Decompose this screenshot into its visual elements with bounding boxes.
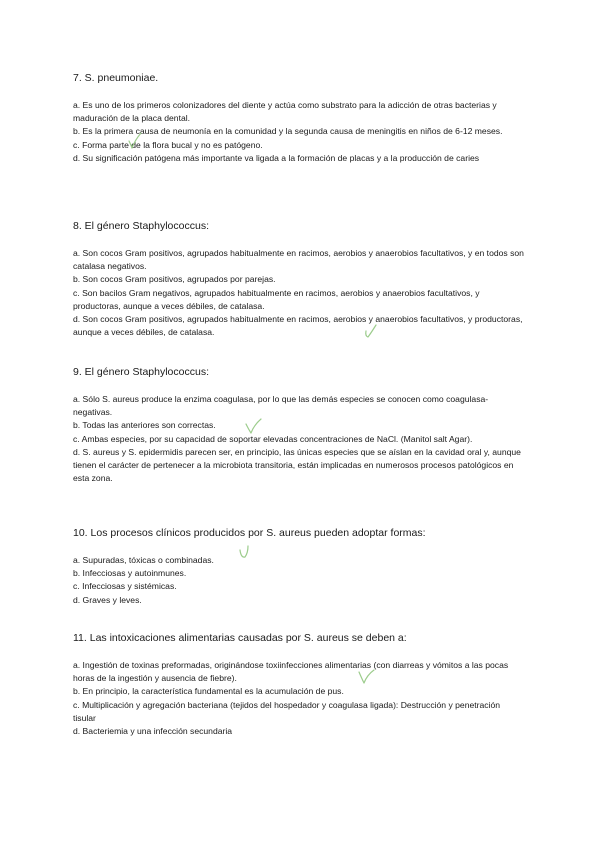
question-8-option-a: a. Son cocos Gram positivos, agrupados habitualmente en racimos, aerobios y anaerobios facultativos, y en todos son catalasa negativos.: [73, 248, 524, 272]
check-mark-icon: [357, 668, 375, 686]
question-7-option-b: b. Es la primera causa de neumonía en la comunidad y la segunda causa de meningitis en niños de 6-12 meses.: [73, 126, 503, 137]
question-8: [73, 220, 525, 339]
question-8-option-d: d. Son cocos Gram positivos, agrupados habitualmente en racimos, aerobios y anaerobios facultativos, y productoras, aunque a veces débiles, de catalasa.: [73, 314, 523, 338]
question-8-option-b: b. Son cocos Gram positivos, agrupados por parejas.: [73, 274, 276, 285]
check-mark-icon: [126, 132, 144, 150]
question-7-title: 7. S. pneumoniae.: [73, 72, 159, 84]
question-9-option-a: a. Sólo S. aureus produce la enzima coagulasa, por lo que las demás especies se conocen como coagulasa-negativas.: [73, 394, 489, 418]
question-9-option-c: c. Ambas especies, por su capacidad de soportar elevadas concentraciones de NaCl. (Manitol salt Agar).: [73, 433, 473, 444]
question-10-option-b: b. Infecciosas y autoinmunes.: [73, 568, 187, 579]
question-11-title: 11. Las intoxicaciones alimentarias causadas por S. aureus se deben a:: [73, 632, 407, 644]
check-mark-icon: [244, 418, 262, 436]
check-mark-icon: [362, 323, 380, 341]
question-11-option-d: d. Bacteriemia y una infección secundaria: [73, 726, 233, 737]
question-8-title: 8. El género Staphylococcus:: [73, 220, 209, 232]
question-7-option-a: a. Es uno de los primeros colonizadores del diente y actúa como substrato para la adicción de otras bacterias y maduración de la placa dental.: [73, 100, 497, 124]
question-7-option-d: d. Su significación patógena más importante va ligada a la formación de placas y a la producción de caries: [73, 152, 480, 163]
question-8-option-c: c. Son bacilos Gram negativos, agrupados habitualmente en racimos, aerobios y anaerobios facultativos, y productoras, aunque a veces débiles, de catalasa.: [73, 287, 480, 311]
question-11-option-a: a. Ingestión de toxinas preformadas, originándose toxiinfecciones alimentarias (con diarreas y vómitos a las pocas horas de la ingestión y ausencia de fiebre).: [73, 660, 509, 684]
question-10-option-d: d. Graves y leves.: [73, 594, 142, 605]
question-9-title: 9. El género Staphylococcus:: [73, 366, 209, 378]
question-10: [73, 527, 525, 607]
question-7-option-c: c. Forma parte de la flora bucal y no es patógeno.: [73, 139, 263, 150]
question-11-option-b: b. En principio, la característica fundamental es la acumulación de pus.: [73, 686, 344, 697]
question-11: [73, 632, 525, 738]
check-mark-icon: [236, 545, 254, 563]
question-7: [73, 72, 525, 165]
question-9-option-d: d. S. aureus y S. epidermidis parecen ser, en principio, las únicas especies que se aíslan en la cavidad oral y, aunque tienen el carácter de pertenecer a la microbiota transitoria, están implicadas en numerosos procesos patológicos en esta zona.: [73, 446, 521, 484]
question-11-option-c: c. Multiplicación y agregación bacteriana (tejidos del hospedador y coagulasa ligada): Destrucción y penetración tisular: [73, 699, 501, 723]
question-9: [73, 366, 525, 485]
question-10-option-c: c. Infecciosas y sistémicas.: [73, 581, 177, 592]
question-9-option-b: b. Todas las anteriores son correctas.: [73, 420, 216, 431]
question-10-option-a: a. Supuradas, tóxicas o combinadas.: [73, 555, 214, 565]
question-10-title: 10. Los procesos clínicos producidos por S. aureus pueden adoptar formas:: [73, 527, 426, 539]
